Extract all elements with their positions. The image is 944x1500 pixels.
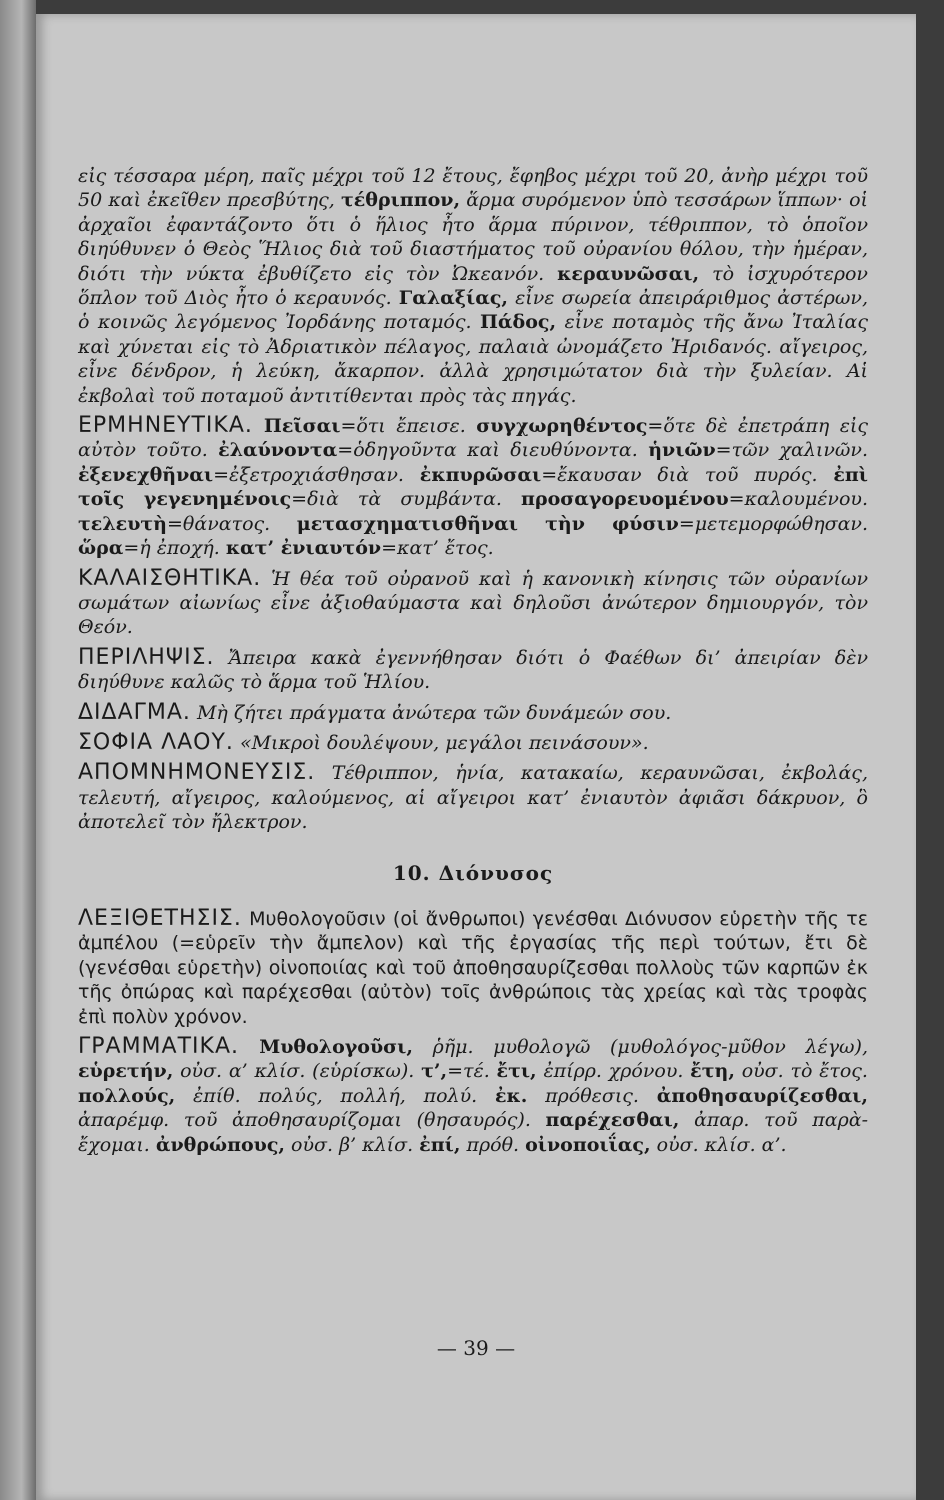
- text-run: =τῶν χαλινῶν.: [715, 439, 869, 462]
- text-run: εἰς τέσσαρα μέρη, παῖς μέχρι τοῦ 12 ἔτους, ἔφηβος μέχρι τοῦ 20, ἀνὴρ μέχρι τοῦ 50 καὶ ἐκεῖθεν πρεσβύτης,: [78, 165, 868, 212]
- bold-term: οἰνοποιΐας,: [525, 1133, 651, 1156]
- bold-term: τ’,: [421, 1060, 448, 1083]
- section-label: ΠΕΡΙΛΗΨΙΣ.: [78, 644, 215, 670]
- text-run: ῥῆμ. μυθολογῶ (μυθολόγος-μῦθον λέγω),: [412, 1036, 868, 1058]
- bold-term: κατ’ ἐνιαυτόν: [225, 537, 382, 560]
- paragraph: [78, 414, 868, 560]
- text-run: πρόθεσις.: [527, 1084, 657, 1107]
- text-run: =ὅτε δὲ ἐπετράπη εἰς αὐτὸν τοῦτο.: [78, 415, 869, 462]
- text-run: οὐσ. β’ κλίσ.: [285, 1133, 420, 1156]
- paragraph: [78, 907, 868, 1029]
- bold-term: ἐλαύνοντα: [218, 439, 338, 462]
- text-block-dionysus: [78, 907, 868, 1157]
- text-run: Τέθριππον, ἡνία, κατακαίω, κεραυνῶσαι, ἐκβολάς, τελευτή, αἴγειρος, καλούμενος, αἱ αἴγειροι κατ’ ἐνιαυτὸν ἀφιᾶσι δάκρυον, ὃ ἀποτελεῖ τὸν ἤλεκτρον.: [78, 762, 868, 834]
- adjacent-page-edge: [0, 0, 36, 1500]
- bold-term: τέθριππον,: [340, 189, 461, 212]
- bold-term: ἐκπυρῶσαι: [419, 463, 542, 486]
- paragraph: [78, 567, 868, 640]
- section-label: ΔΙΔΑΓΜΑ.: [78, 699, 191, 725]
- text-run: =ἐξετροχιάσθησαν.: [213, 463, 420, 486]
- bold-term: ἔτη,: [690, 1060, 735, 1083]
- paragraph: [78, 731, 868, 755]
- bold-term: παρέχεσθαι,: [545, 1109, 680, 1132]
- bold-term: συγχωρηθέντος: [476, 415, 648, 438]
- page-number: — 39 —: [436, 1336, 516, 1360]
- text-run: οὐσ. κλίσ. α’.: [650, 1133, 787, 1156]
- bold-term: Πάδος,: [479, 311, 557, 334]
- text-run: ἐπίθ. πολύς, πολλή, πολύ.: [175, 1084, 495, 1107]
- text-run: ἐπίρρ. χρόνου.: [536, 1060, 691, 1083]
- section-label: ΛΕΞΙΘΕΤΗΣΙΣ.: [78, 905, 242, 931]
- section-heading: 10. Διόνυσος: [392, 860, 554, 885]
- section-label: ΕΡΜΗΝΕΥΤΙΚΑ.: [78, 413, 253, 439]
- text-run: ἀπαρέμφ. τοῦ ἀποθησαυρίζομαι (θησαυρός).: [78, 1109, 546, 1132]
- bold-term: μετασχηματισθῆναι τὴν φύσιν: [296, 512, 679, 535]
- bold-term: ἐπί,: [419, 1133, 461, 1156]
- text-run: =διὰ τὰ συμβάντα.: [291, 488, 522, 511]
- text-run: ἀπαρ. τοῦ παρὰ-ἔχομαι.: [78, 1109, 868, 1156]
- bold-term: εὑρετήν,: [78, 1060, 174, 1083]
- bold-term: τελευτὴ: [78, 512, 167, 535]
- paragraph: [78, 1035, 868, 1157]
- text-run: εἶνε σωρεία ἀπειράριθμος ἀστέρων, ὁ κοινῶς λεγόμενος Ἰορδάνης ποταμός.: [78, 287, 868, 334]
- text-run: οὐσ. α’ κλίσ. (εὑρίσκω).: [173, 1060, 422, 1083]
- bold-term: πολλούς,: [78, 1084, 176, 1107]
- text-run: πρόθ.: [460, 1133, 526, 1156]
- bold-term: Γαλαξίας,: [398, 287, 509, 310]
- section-label: ΣΟΦΙΑ ΛΑΟΥ.: [78, 729, 234, 755]
- bold-term: προσαγορευομένου: [521, 488, 729, 511]
- bold-term: κεραυνῶσαι,: [557, 262, 700, 285]
- text-run: Ἡ θέα τοῦ οὐρανοῦ καὶ ἡ κανονικὴ κίνησις τῶν οὐρανίων σωμάτων αἰωνίως εἶνε ἀξιοθαύμαστα καὶ δηλοῦσι ἀνώτερον δημιουργόν, τὸν Θεόν.: [78, 567, 868, 639]
- bold-term: ἡνιῶν: [648, 439, 716, 462]
- text-run: =ἡ ἐποχή.: [123, 537, 226, 560]
- page-text: [78, 164, 868, 1157]
- text-block-main: [78, 164, 868, 835]
- text-run: Μυθολογοῦσιν (οἱ ἄνθρωποι) γενέσθαι Διόνυσον εὑρετὴν τῆς τε ἀμπέλου (=εὑρεῖν τὴν ἄμπελον) καὶ τῆς ἐργασίας τῆς περὶ τούτων, ἔτι δὲ (γενέσθαι εὑρετὴν) οἰνοποιίας καὶ τοῦ ἀποθησαυρίζεσθαι πολλοὺς τῶν καρπῶν ἐκ τῆς ὀπώρας καὶ παρέχεσθαι (αὐτὸν) τοῖς ἀνθρώποις τὰς χρείας καὶ τὰς τροφὰς ἐπὶ πολὺν χρόνον.: [78, 907, 868, 1028]
- bold-term: Μυθολογοῦσι,: [238, 1036, 413, 1058]
- bold-term: ἐπὶ τοῖς γεγενημένοις: [78, 463, 868, 511]
- section-label: ΓΡΑΜΜΑΤΙΚΑ.: [78, 1034, 239, 1059]
- text-run: =θάνατος.: [167, 512, 297, 535]
- text-run: οὐσ. τὸ ἔτος.: [734, 1060, 868, 1083]
- text-run: εἶνε ποταμὸς τῆς ἄνω Ἰταλίας καὶ χύνεται εἰς τὸ Ἀδριατικὸν πέλαγος, παλαιὰ ὠνομάζετο Ἠριδανός. αἴγειρος, εἶνε δένδρον, ἡ λεύκη, ἄκαρπον. ἀλλὰ χρησιμώτατον διὰ τὴν ξυλείαν. Αἱ ἐκβολαὶ τοῦ ποταμοῦ ἀντιτίθενται πρὸς τὰς πηγάς.: [78, 311, 868, 407]
- bold-term: ἀνθρώπους,: [155, 1133, 286, 1156]
- paragraph: [78, 646, 868, 695]
- paragraph: [78, 761, 868, 834]
- bold-term: ὥρα: [78, 537, 124, 560]
- bold-term: ἐκ.: [494, 1084, 528, 1107]
- book-page: [36, 14, 916, 1500]
- text-run: Ἄπειρα κακὰ ἐγεννήθησαν διότι ὁ Φαέθων δι’ ἀπειρίαν δὲν διηύθυνε καλῶς τὸ ἅρμα τοῦ Ἡλίου.: [78, 646, 868, 694]
- bold-term: ἀποθησαυρίζεσθαι,: [656, 1084, 868, 1107]
- text-run: =τέ.: [447, 1060, 497, 1083]
- bold-term: Πεῖσαι: [252, 415, 341, 438]
- paragraph: [78, 164, 868, 408]
- text-run: ἅρμα συρόμενον ὑπὸ τεσσάρων ἵππων· οἱ ἀρχαῖοι ἐφαντάζοντο ὅτι ὁ ἥλιος ἦτο ἅρμα πύρινον, τέθριππον, τὸ ὁποῖον διηύθυνεν ὁ Θεὸς Ἥλιος διὰ τοῦ διαστήματος τοῦ οὐρανίου θόλου, τὴν ἡμέραν, διότι τὴν νύκτα ἐβυθίζετο εἰς τὸν Ὠκεανόν.: [78, 189, 868, 285]
- paragraph: [78, 701, 868, 725]
- text-run: «Μικροὶ δουλέψουν, μεγάλοι πεινάσουν».: [233, 731, 649, 754]
- bold-term: ἐξενεχθῆναι: [78, 463, 214, 486]
- text-run: =καλουμένου.: [728, 488, 869, 511]
- text-run: =κατ’ ἔτος.: [381, 537, 494, 560]
- text-run: Μὴ ζήτει πράγματα ἀνώτερα τῶν δυνάμεών σου.: [190, 701, 672, 724]
- text-run: =ὅτι ἔπεισε.: [340, 415, 477, 438]
- text-run: =ἔκαυσαν διὰ τοῦ πυρός.: [541, 463, 834, 486]
- bold-term: ἔτι,: [496, 1060, 537, 1083]
- text-run: =μετεμορφώθησαν.: [678, 512, 868, 535]
- text-run: τὸ ἰσχυρότερον ὅπλον τοῦ Διὸς ἦτο ὁ κεραυνός.: [78, 262, 868, 310]
- section-label: ΚΑΛΑΙΣΘΗΤΙΚΑ.: [78, 565, 262, 591]
- section-label: ΑΠΟΜΝΗΜΟΝΕΥΣΙΣ.: [78, 760, 316, 786]
- text-run: =ὁδηγοῦντα καὶ διευθύνοντα.: [337, 439, 649, 462]
